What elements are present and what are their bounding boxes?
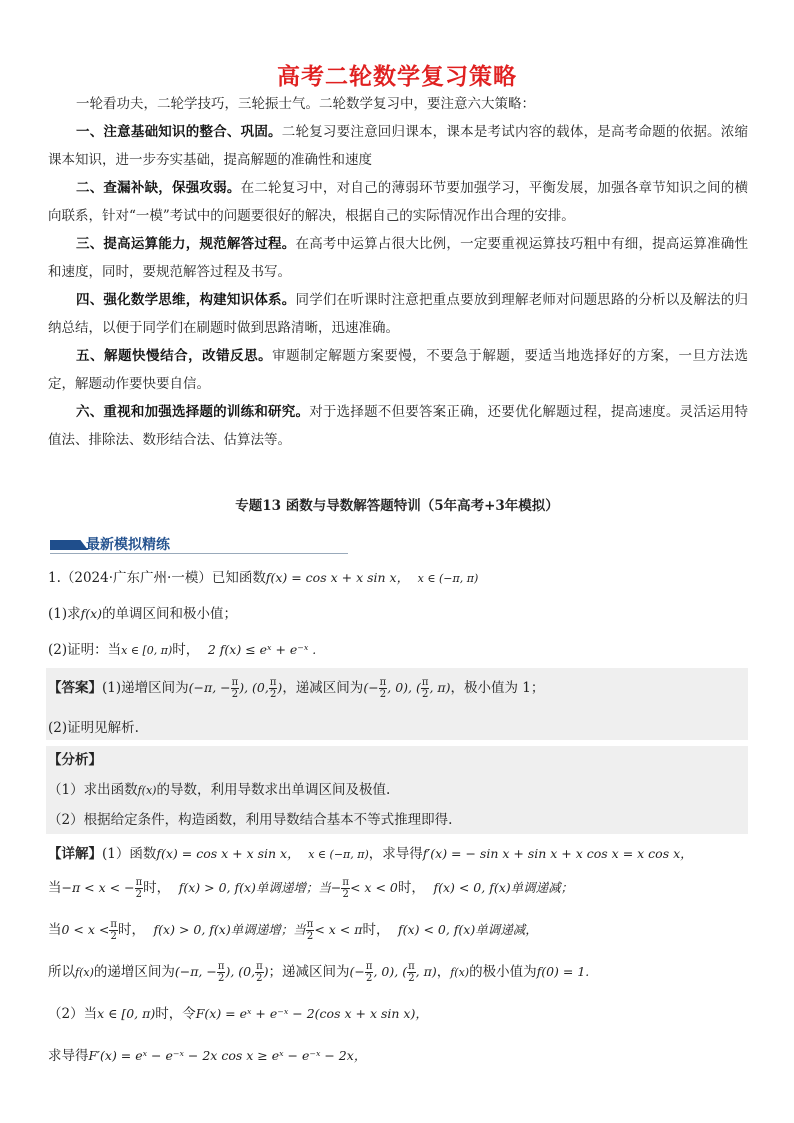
strategy-3 [48,230,748,286]
q2-domain: x ∈ [0, π) [121,644,173,657]
answer-math: , 0), ( [387,680,421,695]
q1-func: f(x) [80,606,103,621]
detail-math: −π < x < − [61,880,135,895]
strategy-body: 对于选择题不但要答案正确，还要优化解题过程，提高速度。灵活运用特值法、排除法、数形结合法、估算法等。 [48,404,748,448]
detail-label: 【详解】 [48,846,102,862]
q1-suffix: 的单调区间和极小值； [102,606,238,622]
detail-math: f(x) > 0, f(x)单调递增；当 [178,880,331,895]
fraction [341,877,350,900]
detail-text: 的极小值为 [469,964,537,980]
strategy-body: 二轮复习要注意回归课本，课本是考试内容的载体，是高考命题的依据。浓缩课本知识，进一步夯实基础，提高解题的准确性和速度 [48,124,748,168]
detail-math: − [330,880,342,895]
detail-math: ) [263,964,269,979]
question-1 [48,602,237,622]
detail-math: F′(x) = eˣ − e⁻ˣ − 2x cos x ≥ eˣ − e⁻ˣ − 2x， [88,1048,367,1063]
detail-line-2 [48,876,573,900]
strategy-head: 五、解题快慢结合，改错反思。 [76,348,273,364]
analysis-label [48,748,102,768]
detail-math: f(x) = cos x + x sin x， [156,846,300,861]
strategy-5 [48,342,748,398]
frac-num: π [231,677,239,688]
intro-paragraph: 一轮看功夫，二轮学技巧，三轮振士气。二轮数学复习中，要注意六大策略： [76,96,535,112]
fraction [109,919,118,942]
detail-math: < x < π [314,922,363,937]
strategy-2 [48,174,748,230]
detail-math: f(x) < 0, f(x)单调递减； [433,880,574,895]
strategy-4 [48,286,748,342]
frac-den: 2 [421,689,429,700]
detail-text: 时， [117,922,145,938]
detail-line-1 [48,842,693,862]
strategy-body: 在高考中运算占很大比例，一定要重视运算技巧粗中有细，提高运算准确性和速度，同时，要规范解答过程及书写。 [48,236,748,280]
frac-den: 2 [217,973,225,984]
frac-den: 2 [135,889,143,900]
strategy-head: 四、强化数学思维，构建知识体系。 [76,292,296,308]
detail-text: 所以 [48,964,75,980]
frac-num: π [379,677,387,688]
detail-text: 当 [48,880,62,896]
strategy-head: 六、重视和加强选择题的训练和研究。 [76,404,310,420]
detail-math: f′(x) = − sin x + sin x + x cos x = x cos x， [422,846,693,861]
frac-num: π [365,961,373,972]
detail-math: f(x) < 0, f(x)单调递减， [398,922,538,937]
strategy-body: 在二轮复习中，对自己的薄弱环节要加强学习，平衡发展，加强各章节知识之间的横向联系，针对“一模”考试中的问题要很好的解决，根据自己的实际情况作出合理的安排。 [48,180,748,224]
analysis-label-text: 【分析】 [48,752,102,768]
fraction [255,961,264,984]
question-2 [48,638,316,658]
frac-den: 2 [306,931,314,942]
frac-num: π [135,877,143,888]
problem-function: f(x) = cos x + x sin x， [265,570,410,585]
strategy-1 [48,118,748,174]
detail-line-5 [48,1002,428,1022]
q2-mid: 时， [172,642,200,658]
q2-prefix: (2)证明：当 [48,642,122,658]
detail-text: ，求导得 [368,846,423,862]
detail-math: < x < 0 [349,880,398,895]
frac-den: 2 [269,689,277,700]
answer-line-2: (2)证明见解析. [48,720,139,736]
strategy-head: 一、注意基础知识的整合、巩固。 [76,124,282,140]
frac-num: π [342,877,349,888]
answer-text: (1)递增区间为 [102,680,189,696]
answer-math: , π) [429,680,451,695]
detail-text: （2）当 [48,1006,98,1022]
detail-math: (−π, − [174,964,217,979]
detail-text: (1）函数 [102,846,157,862]
banner-bar-icon [50,540,88,550]
analysis-line-2: （2）根据给定条件，构造函数，利用导数结合基本不等式推理即得. [48,812,453,828]
detail-math: f(x) [75,966,94,979]
detail-text: 时， [143,880,171,896]
analysis-func: f(x) [137,784,157,797]
banner-underline [50,553,348,554]
strategy-body: 审题制定解题方案要慢，不要急于解题，要适当地选择好的方案，一旦方法选定，解题动作要快要自信。 [48,348,749,392]
detail-math: f(0) = 1. [536,964,590,979]
detail-line-6 [48,1044,366,1064]
fraction [407,961,416,984]
frac-den: 2 [366,973,373,984]
frac-den: 2 [379,689,387,700]
detail-text: ；递减区间为 [268,964,350,980]
banner-label: 最新模拟精练 [86,537,170,553]
problem-stem-text: 1.（2024·广东广州·一模）已知函数 [48,570,266,586]
answer-label: 【答案】 [48,680,102,696]
fraction [231,677,240,700]
analysis-text: 的导数，利用导数求出单调区间及极值. [156,782,391,798]
detail-text: ， [436,964,451,980]
frac-num: π [269,677,277,688]
detail-line-3 [48,918,538,942]
detail-text: 时， [397,880,425,896]
fraction [135,877,144,900]
answer-math: ) [277,680,283,695]
detail-text: 当 [48,922,62,938]
problem-stem [48,566,478,586]
frac-num: π [408,961,415,972]
detail-math: 0 < x < [61,922,110,937]
detail-line-4 [48,960,589,984]
section-banner [50,534,350,556]
detail-math: x ∈ (−π, π) [308,848,369,861]
detail-text: 求导得 [48,1048,89,1064]
strategy-head: 三、提高运算能力，规范解答过程。 [76,236,296,252]
fraction [379,677,388,700]
frac-den: 2 [342,889,349,900]
answer-math: ), (0, [239,680,269,695]
detail-math: f(x) [450,966,470,979]
answer-text: ，递减区间为 [282,680,364,696]
detail-text: 的递增区间为 [93,964,175,980]
answer-math: (−π, − [188,680,231,695]
page-title: 高考二轮数学复习策略 [277,64,517,90]
section-subtitle: 专题13 函数与导数解答题特训（5年高考+3年模拟） [235,498,559,514]
analysis-line-1 [48,778,390,798]
frac-num: π [256,961,263,972]
detail-math: F(x) = eˣ + e⁻ˣ − 2(cos x + x sin x)， [195,1006,428,1021]
answer-math: (− [363,680,379,695]
detail-math: , π) [415,964,437,979]
q1-prefix: (1)求 [48,606,81,622]
strategy-6 [48,398,748,454]
detail-text: 时， [362,922,390,938]
problem-domain: x ∈ (−π, π) [417,572,479,585]
detail-math: ), (0, [225,964,256,979]
detail-math: (− [349,964,365,979]
answer-text: ，极小值为 1； [450,680,545,696]
frac-num: π [217,961,225,972]
frac-num: π [110,919,117,930]
strategy-head: 二、查漏补缺，保强攻弱。 [76,180,241,196]
frac-den: 2 [231,689,239,700]
frac-num: π [306,919,314,930]
detail-math: f(x) > 0, f(x)单调递增；当 [153,922,306,937]
frac-num: π [421,677,429,688]
q2-inequality: 2 f(x) ≤ eˣ + e⁻ˣ . [207,642,317,657]
detail-math: x ∈ [0, π) [97,1006,156,1021]
analysis-text: （1）求出函数 [48,782,138,798]
answer-line-1 [48,676,544,700]
detail-text: 时，令 [155,1006,196,1022]
frac-den: 2 [408,973,415,984]
frac-den: 2 [110,931,117,942]
frac-den: 2 [256,973,263,984]
detail-math: , 0), ( [373,964,408,979]
strategy-body: 同学们在听课时注意把重点要放到理解老师对问题思路的分析以及解法的归纳总结，以便于同学们在刷题时做到思路清晰，迅速准确。 [48,292,748,336]
